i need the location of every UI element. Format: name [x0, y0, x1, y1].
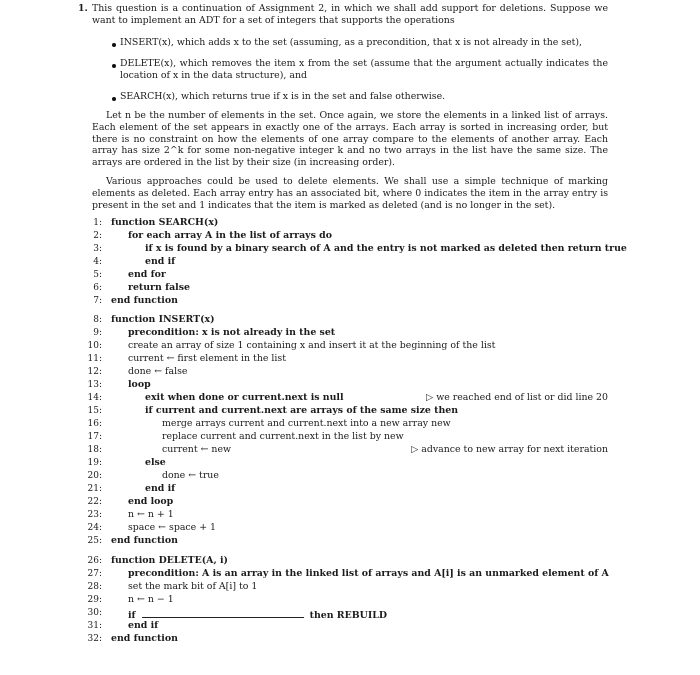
line-number: 29:	[87, 595, 102, 605]
answer-blank	[142, 607, 304, 618]
line-number: 1:	[93, 218, 102, 228]
paragraph-deletion: Various approaches could be used to delete elements. We shall use a simple technique of marking elements as deleted. Each array entry has an associated bit, where 0 indicates the item in the array entry is present in the set and 1 indicates that the item is marked as deleted (and is no longer in the set).	[92, 176, 608, 211]
line-number: 32:	[87, 634, 102, 644]
algorithm-line: end for	[128, 269, 166, 280]
line-number: 23:	[87, 510, 102, 520]
bullet-dot	[112, 64, 116, 68]
line-number: 20:	[87, 471, 102, 481]
line-number: 12:	[87, 367, 102, 377]
line-number: 9:	[93, 328, 102, 338]
bullet-insert: INSERT(x), which adds x to the set (assuming, as a precondition, that x is not already in the set),	[120, 37, 583, 48]
bullet-dot	[112, 43, 116, 47]
line-number: 8:	[93, 315, 102, 325]
paragraph-structure: Let n be the number of elements in the set. Once again, we store the elements in a linked list of arrays. Each element of the set appears in exactly one of the arrays. Each array is sorted in increasing order, but there is no constraint on how the elements of one array compare to the elements of another array. Each array has size 2^k for some non-negative integer k and no two arrays in the list have the same size. The arrays are ordered in the list by their size (in increasing order).	[92, 110, 608, 169]
line-number: 7:	[93, 296, 102, 306]
algorithm-line: end function	[111, 633, 178, 644]
line-number: 22:	[87, 497, 102, 507]
line-number: 21:	[87, 484, 102, 494]
algorithm-line: n ← n + 1	[128, 509, 174, 520]
algorithm-line: current ← new	[162, 444, 232, 455]
line-number: 18:	[87, 445, 102, 455]
line-suffix: then REBUILD	[309, 610, 387, 621]
line-number: 13:	[87, 380, 102, 390]
line-number: 27:	[87, 569, 102, 579]
algorithm-line: function INSERT(x)	[111, 314, 215, 325]
algorithm-line: for each array A in the list of arrays do	[128, 230, 332, 241]
bullet-search: SEARCH(x), which returns true if x is in the set and false otherwise.	[120, 91, 446, 102]
bullet-delete: DELETE(x), which removes the item x from the set (assume that the argument actually indicates the location of x in the data structure), and	[120, 58, 608, 81]
algorithm-line: end loop	[128, 496, 174, 507]
line-number: 6:	[93, 283, 102, 293]
algorithm-line: function SEARCH(x)	[111, 217, 219, 228]
line-number: 5:	[93, 270, 102, 280]
algorithm-line: function DELETE(A, i)	[111, 555, 228, 566]
algorithm-line: end if	[128, 620, 159, 631]
line-number: 31:	[87, 621, 102, 631]
algorithm-line: precondition: A is an array in the linked list of arrays and A[i] is an unmarked element of A	[128, 568, 609, 579]
algorithm-line: n ← n − 1	[128, 594, 174, 605]
line-number: 28:	[87, 582, 102, 592]
algorithm-line: space ← space + 1	[128, 522, 216, 533]
line-number: 19:	[87, 458, 102, 468]
algorithm-line: loop	[128, 379, 151, 390]
line-number: 14:	[87, 393, 102, 403]
algorithm-line: done ← false	[128, 366, 188, 377]
line-number: 11:	[87, 354, 102, 364]
line-number: 3:	[93, 244, 102, 254]
question-intro: This question is a continuation of Assignment 2, in which we shall add support for deletions. Suppose we want to implement an ADT for a set of integers that supports the operations	[92, 3, 608, 26]
algorithm-line: else	[145, 457, 166, 468]
line-number: 30:	[87, 608, 102, 618]
algorithm-comment: ▷ advance to new array for next iteration	[411, 444, 608, 455]
line-number: 17:	[87, 432, 102, 442]
line-number: 10:	[87, 341, 102, 351]
algorithm-line: set the mark bit of A[i] to 1	[128, 581, 258, 592]
algorithm-comment: ▷ we reached end of list or did line 20	[426, 392, 608, 403]
bullet-dot	[112, 97, 116, 101]
line-number: 26:	[87, 556, 102, 566]
algorithm-line: merge arrays current and current.next into a new array new	[162, 418, 451, 429]
algorithm-line: return false	[128, 282, 190, 293]
algorithm-line: end if	[145, 483, 176, 494]
algorithm-line: if current and current.next are arrays of the same size then	[145, 405, 459, 416]
algorithm-line: current ← first element in the list	[128, 353, 286, 364]
line-number: 24:	[87, 523, 102, 533]
algorithm-line: end function	[111, 295, 178, 306]
algorithm-line: create an array of size 1 containing x and insert it at the beginning of the list	[128, 340, 496, 351]
algorithm-line: if x is found by a binary search of A and the entry is not marked as deleted then return true	[145, 243, 627, 254]
line-number: 25:	[87, 536, 102, 546]
question-number: 1.	[78, 3, 88, 14]
algorithm-line: end function	[111, 535, 178, 546]
line-number: 4:	[93, 257, 102, 267]
line-number: 2:	[93, 231, 102, 241]
algorithm-line: end if	[145, 256, 176, 267]
algorithm-line: exit when done or current.next is null	[145, 392, 344, 403]
algorithm-line: precondition: x is not already in the set	[128, 327, 336, 338]
algorithm-line: replace current and current.next in the list by new	[162, 431, 404, 442]
line-number: 15:	[87, 406, 102, 416]
line-number: 16:	[87, 419, 102, 429]
algorithm-line: done ← true	[162, 470, 219, 481]
algorithm-line: if then REBUILD	[128, 607, 387, 622]
